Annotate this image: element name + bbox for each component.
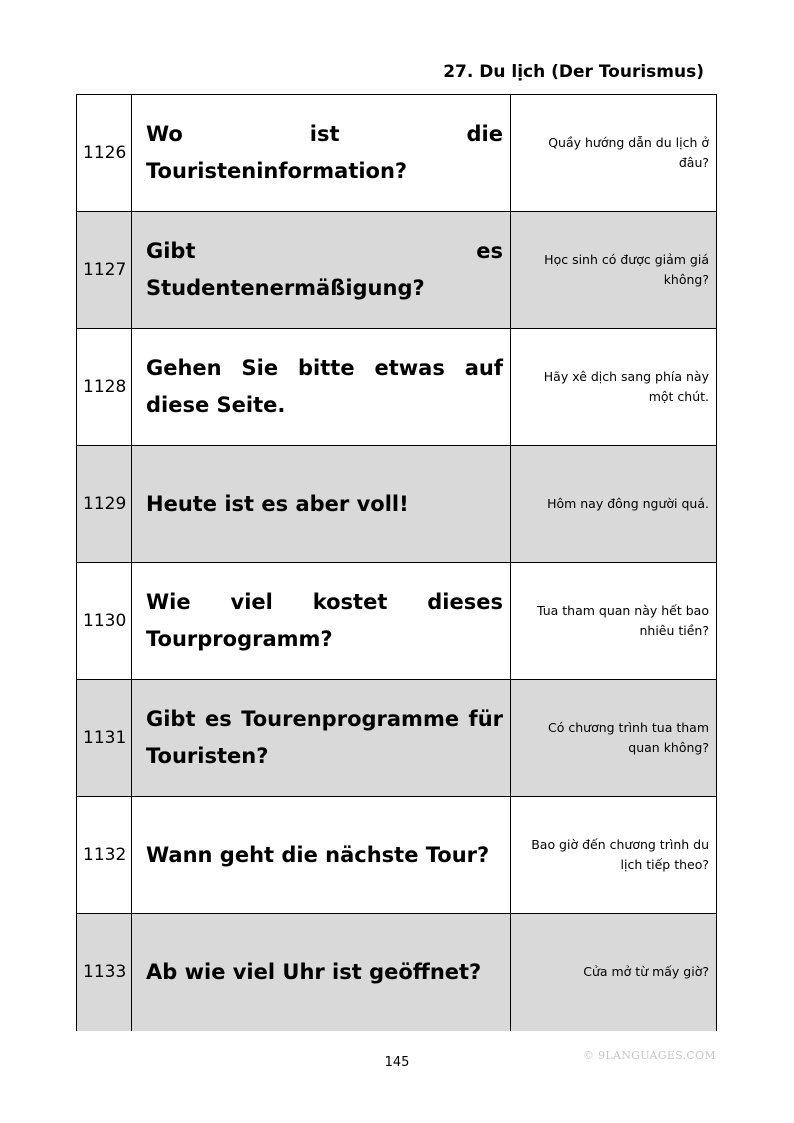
vietnamese-translation: Quầy hướng dẫn du lịch ở đâu?: [511, 95, 717, 212]
german-phrase: Heute ist es aber voll!: [132, 446, 511, 563]
phrase-row-1129: [77, 446, 717, 563]
vietnamese-translation: Học sinh có được giảm giá không?: [511, 212, 717, 329]
german-phrase: Gibt es Studentenermäßigung?: [132, 212, 511, 329]
phrase-row-1132: [77, 797, 717, 914]
german-phrase: Wie viel kostet dieses Tourprogramm?: [132, 563, 511, 680]
copyright-watermark: © 9LANGUAGES.COM: [583, 1049, 716, 1062]
vietnamese-translation: Có chương trình tua tham quan không?: [511, 680, 717, 797]
german-phrase: Wo ist die Touristeninformation?: [132, 95, 511, 212]
phrase-table: [76, 94, 717, 1031]
phrase-row-1126: [77, 95, 717, 212]
phrase-row-1127: [77, 212, 717, 329]
vietnamese-translation: Bao giờ đến chương trình du lịch tiếp theo?: [511, 797, 717, 914]
phrase-number: 1133: [77, 914, 132, 1031]
phrase-number: 1128: [77, 329, 132, 446]
phrase-number: 1129: [77, 446, 132, 563]
phrase-row-1128: [77, 329, 717, 446]
german-phrase: Gibt es Tourenprogramme für Touristen?: [132, 680, 511, 797]
german-phrase: Gehen Sie bitte etwas auf diese Seite.: [132, 329, 511, 446]
phrase-row-1131: [77, 680, 717, 797]
phrase-number: 1130: [77, 563, 132, 680]
german-phrase: Wann geht die nächste Tour?: [132, 797, 511, 914]
vietnamese-translation: Hôm nay đông người quá.: [511, 446, 717, 563]
phrase-row-1130: [77, 563, 717, 680]
phrase-number: 1132: [77, 797, 132, 914]
german-phrase: Ab wie viel Uhr ist geöffnet?: [132, 914, 511, 1031]
phrase-row-1133: [77, 914, 717, 1031]
page-number: 145: [384, 1055, 410, 1070]
vietnamese-translation: Cửa mở từ mấy giờ?: [511, 914, 717, 1031]
section-title: 27. Du lịch (Der Tourismus): [443, 62, 704, 82]
phrase-number: 1127: [77, 212, 132, 329]
phrase-number: 1126: [77, 95, 132, 212]
vietnamese-translation: Tua tham quan này hết bao nhiêu tiền?: [511, 563, 717, 680]
phrase-number: 1131: [77, 680, 132, 797]
vietnamese-translation: Hãy xê dịch sang phía này một chút.: [511, 329, 717, 446]
